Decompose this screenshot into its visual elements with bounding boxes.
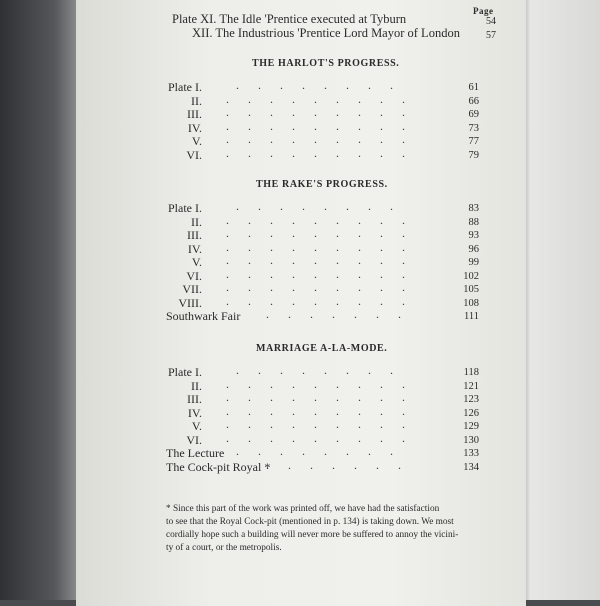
page-number: 105	[463, 284, 479, 295]
section-heading: MARRIAGE A-LA-MODE.	[256, 343, 388, 354]
page-number: 102	[463, 270, 479, 282]
entry-label: V.	[191, 419, 202, 433]
dot-leader: .........	[226, 280, 424, 294]
footnote-line: * Since this part of the work was printed off, we have had the satisfaction	[166, 504, 440, 514]
entry-label: VI.	[186, 147, 202, 162]
dot-leader: .........	[226, 403, 424, 418]
entry-label: VI.	[186, 268, 202, 283]
entry-label: The Cock-pit Royal *	[166, 459, 271, 474]
book-gutter-shadow	[0, 0, 78, 600]
dot-leader: .........	[226, 390, 424, 404]
dot-leader: .........	[226, 253, 424, 267]
contents-line: XII. The Industrious 'Prentice Lord Mayor of London	[192, 26, 460, 40]
entry-label: Plate I.	[168, 201, 202, 215]
page-number: 96	[468, 243, 479, 255]
dot-leader: .........	[226, 118, 424, 133]
dot-leader: .........	[226, 430, 424, 445]
dot-leader: .........	[226, 91, 424, 106]
dot-leader: ........	[236, 199, 412, 213]
page-number: 69	[468, 109, 479, 120]
page-number: 93	[468, 230, 479, 241]
entry-label: V.	[191, 134, 202, 148]
page-number: 99	[468, 257, 479, 268]
dot-leader: .......	[266, 307, 420, 321]
footnote-line: to see that the Royal Cock-pit (mentioned in p. 134) is taking down. We most	[166, 517, 454, 527]
dot-leader: .........	[226, 132, 424, 146]
entry-label: VII.	[182, 282, 202, 296]
entry-label: III.	[187, 228, 202, 242]
dot-leader: .........	[226, 105, 424, 119]
dot-leader: .........	[226, 239, 424, 254]
dot-leader: .........	[226, 266, 424, 281]
entry-label: II.	[191, 93, 202, 108]
page-number: 61	[468, 82, 479, 93]
page-number: 79	[468, 149, 479, 161]
entry-label: II.	[191, 378, 202, 393]
entry-label: IV.	[187, 241, 202, 256]
page-number: 133	[463, 448, 479, 459]
entry-label: Southwark Fair	[166, 309, 241, 323]
page-number: 54	[486, 16, 496, 27]
dot-leader: ........	[236, 363, 412, 377]
page-number: 130	[463, 434, 479, 446]
dot-leader: .........	[226, 293, 424, 308]
page-number: 111	[464, 311, 479, 322]
page-number: 108	[463, 297, 479, 309]
page-number: 88	[468, 216, 479, 228]
entry-label: III.	[187, 107, 202, 121]
entry-label: II.	[191, 214, 202, 229]
section-heading: THE HARLOT'S PROGRESS.	[252, 58, 400, 69]
page-number: 77	[468, 136, 479, 147]
dot-leader: .........	[226, 145, 424, 160]
page-number: 129	[463, 421, 479, 432]
page-number: 66	[468, 95, 479, 107]
dot-leader: .........	[226, 417, 424, 431]
footnote-line: cordially hope such a building will never more be suffered to annoy the vicini-	[166, 530, 459, 540]
entry-label: III.	[187, 392, 202, 406]
dot-leader: .........	[226, 376, 424, 391]
entry-label: Plate I.	[168, 80, 202, 94]
section-heading: THE RAKE'S PROGRESS.	[256, 179, 388, 190]
page-number: 121	[463, 380, 479, 392]
entry-label: IV.	[187, 120, 202, 135]
dot-leader: .......	[266, 457, 420, 472]
entry-label: V.	[191, 255, 202, 269]
page-number: 123	[463, 394, 479, 405]
footnote	[166, 503, 458, 555]
page-column-label: Page	[473, 6, 494, 16]
page-number: 126	[463, 407, 479, 419]
book-page	[76, 0, 526, 606]
page-number: 118	[463, 367, 479, 378]
entry-label: VI.	[186, 432, 202, 447]
facing-page-edge	[524, 0, 600, 600]
page-number: 73	[468, 122, 479, 134]
footnote-line: ty of a court, or the metropolis.	[166, 543, 282, 553]
entry-label: IV.	[187, 405, 202, 420]
dot-leader: .........	[226, 226, 424, 240]
page-number: 83	[468, 203, 479, 214]
dot-leader: .........	[226, 212, 424, 227]
contents-line: Plate XI. The Idle 'Prentice executed at Tyburn	[172, 12, 407, 26]
entry-label: The Lecture	[166, 446, 225, 460]
entry-label: VIII.	[178, 295, 202, 310]
page-number: 134	[463, 461, 479, 473]
entry-label: Plate I.	[168, 365, 202, 379]
page-number: 57	[486, 30, 496, 41]
dot-leader: ........	[236, 444, 412, 458]
dot-leader: ........	[236, 78, 412, 92]
